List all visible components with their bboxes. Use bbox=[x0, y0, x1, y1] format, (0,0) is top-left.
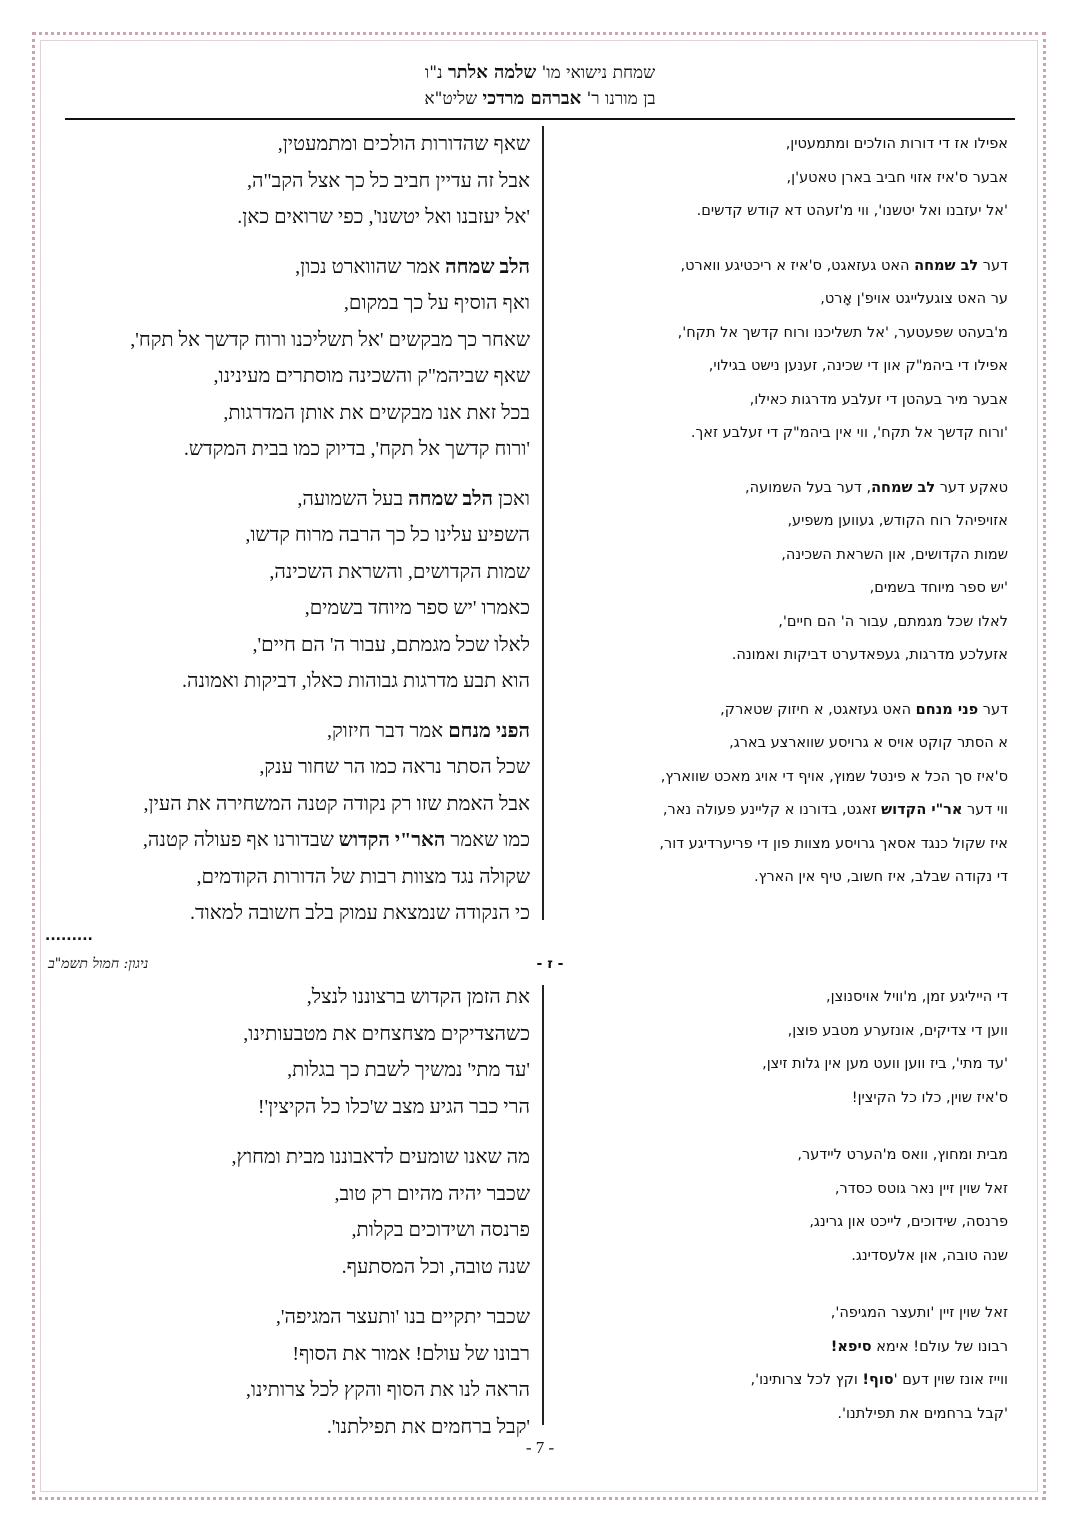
verse-line bbox=[558, 472, 1008, 506]
verse-text: ס'איז סך הכל א פינטל שמוץ, אויף די אויג מאכט שווארץ, bbox=[660, 768, 1008, 785]
stanza bbox=[60, 713, 530, 932]
verse-line bbox=[60, 1212, 530, 1249]
verse-line bbox=[60, 713, 530, 750]
header-line-2 bbox=[0, 88, 1080, 109]
verse-line bbox=[60, 1336, 530, 1373]
verse-text: אבל זה עדיין חביב כל כך אצל הקב"ה, bbox=[246, 169, 530, 192]
verse-text: בעל השמועה, bbox=[297, 487, 409, 510]
stanza bbox=[558, 1297, 1008, 1431]
column-divider-top bbox=[542, 126, 544, 920]
verse-line bbox=[558, 639, 1008, 673]
bold-name: הלב שמחה bbox=[445, 255, 530, 278]
bold-name: לב שמחה bbox=[914, 257, 979, 274]
verse-line bbox=[60, 627, 530, 664]
stanza bbox=[558, 472, 1008, 673]
verse-line bbox=[60, 859, 530, 896]
verse-text: זאגט, בדורנו א קליינע פעולה נאר, bbox=[662, 802, 882, 818]
verse-text: די נקודה שבלב, איז חשוב, טיף אין הארץ. bbox=[754, 869, 1008, 885]
verse-text: כשהצדיקים מצחצחים את מטבעותינו, bbox=[243, 1022, 530, 1045]
verse-line bbox=[558, 761, 1008, 795]
bold-name: האר"י הקדוש bbox=[338, 829, 446, 851]
verse-line bbox=[558, 1173, 1008, 1207]
verse-text: פרנסה, שידוכים, לייכט און גרינג, bbox=[809, 1214, 1008, 1230]
verse-text: לאלו שכל מגמתם, עבור ה' הם חיים', bbox=[252, 633, 530, 656]
stanza bbox=[558, 128, 1008, 229]
verse-line bbox=[558, 572, 1008, 606]
verse-line bbox=[60, 1139, 530, 1176]
divider-dots: ......... bbox=[45, 928, 93, 944]
verse-line bbox=[558, 1331, 1008, 1365]
header-text: נ"ו bbox=[424, 63, 448, 83]
verse-text: לאלו שכל מגמתם, עבור ה' הם חיים', bbox=[778, 613, 1008, 630]
column-divider-bottom bbox=[542, 985, 544, 1425]
verse-line bbox=[60, 126, 530, 163]
verse-text: אמר שהווארט נכון, bbox=[295, 255, 446, 278]
verse-line bbox=[60, 590, 530, 627]
verse-text: את הזמן הקדוש ברצוננו לנצל, bbox=[306, 986, 530, 1008]
verse-text: 'יש ספר מיוחד בשמים, bbox=[869, 580, 1008, 596]
verse-line bbox=[60, 431, 530, 468]
stanza bbox=[60, 249, 530, 468]
hebrew-column-bottom bbox=[60, 979, 530, 1445]
verse-text: שמות הקדושים, און השראת השכינה, bbox=[781, 546, 1008, 563]
verse-text: שנה טובה, און אלעסדינג. bbox=[851, 1247, 1008, 1264]
verse-text: א הסתר קוקט אויס א גרויסע שווארצע בארג, bbox=[729, 735, 1008, 751]
bold-name: סוף! bbox=[862, 1372, 894, 1388]
verse-text: בכל זאת אנו מבקשים את אותן המדרגות, bbox=[223, 401, 530, 424]
verse-line bbox=[558, 828, 1008, 862]
verse-text: שכל הסתר נראה כמו הר שחור ענק, bbox=[259, 756, 530, 778]
verse-line bbox=[60, 322, 530, 359]
verse-text: שאחר כך מבקשים 'אל תשליכנו ורוח קדשך אל תקח', bbox=[130, 328, 530, 351]
header-text: בן מורנו ר' bbox=[581, 89, 656, 109]
verse-text: ס'איז שוין, כלו כל הקיצין! bbox=[851, 1089, 1008, 1106]
hebrew-column-top bbox=[60, 126, 530, 932]
verse-line bbox=[558, 505, 1008, 539]
verse-line bbox=[558, 1297, 1008, 1331]
verse-text: אפילו די ביהמ"ק און די שכינה, זענען נישט בגילוי, bbox=[708, 358, 1008, 374]
verse-text: זאל שוין זיין נאר גוטס כסדר, bbox=[834, 1180, 1008, 1197]
verse-line bbox=[558, 1364, 1008, 1398]
verse-line bbox=[60, 358, 530, 395]
verse-text: האט געזאגט, א חיזוק שטארק, bbox=[720, 701, 916, 718]
verse-text: די הייליגע זמן, מ'וויל אויסנוצן, bbox=[826, 989, 1008, 1005]
tune-label: ניגון: חמול תשמ"ב bbox=[48, 956, 149, 972]
verse-line bbox=[558, 694, 1008, 728]
verse-text: ואף הוסיף על כך במקום, bbox=[343, 292, 530, 314]
verse-line bbox=[60, 395, 530, 432]
verse-text: זאל שוין זיין 'ותעצר המגיפה', bbox=[830, 1305, 1008, 1321]
verse-text: אבער מיר בעהטן די זעלבע מדרגות כאילו, bbox=[749, 391, 1008, 408]
verse-text: דער bbox=[978, 701, 1008, 718]
verse-line bbox=[60, 1089, 530, 1126]
verse-text: ווי דער bbox=[962, 802, 1008, 818]
verse-line bbox=[558, 162, 1008, 196]
verse-text: הראה לנו את הסוף והקץ לכל צרותינו, bbox=[245, 1379, 530, 1401]
verse-text: ואכן bbox=[493, 487, 530, 510]
verse-line bbox=[558, 727, 1008, 761]
verse-line bbox=[60, 1016, 530, 1053]
verse-text: שבדורנו אף פעולה קטנה, bbox=[142, 829, 339, 851]
verse-text: אזויפיהל רוח הקודש, געווען משפיע, bbox=[787, 513, 1008, 529]
verse-line bbox=[60, 517, 530, 554]
verse-text: אזעלכע מדרגות, געפאדערט דביקות ואמונה. bbox=[731, 647, 1008, 663]
verse-text: 'אל יעזבנו ואל יטשנו', ווי מ'זעהט דא קודש קדשים. bbox=[696, 203, 1008, 219]
verse-text: וקץ לכל צרותינו', bbox=[750, 1372, 863, 1388]
verse-line bbox=[60, 1372, 530, 1409]
bold-name: לב שמחה bbox=[871, 479, 936, 496]
stanza bbox=[60, 979, 530, 1125]
bold-name: סיפא! bbox=[830, 1338, 872, 1355]
verse-line bbox=[60, 249, 530, 286]
verse-line bbox=[60, 1299, 530, 1336]
verse-text: האט געזאגט, ס'איז א ריכטיגע ווארט, bbox=[680, 257, 915, 274]
verse-line bbox=[558, 195, 1008, 229]
verse-line bbox=[60, 663, 530, 700]
stanza bbox=[558, 981, 1008, 1115]
verse-line bbox=[558, 981, 1008, 1015]
verse-text: 'קבל ברחמים את תפילתנו'. bbox=[326, 1415, 530, 1438]
yiddish-column-bottom bbox=[558, 981, 1008, 1431]
verse-text: השפיע עלינו כל כך הרבה מרוח קדשו, bbox=[245, 524, 530, 546]
verse-text: 'קבל ברחמים את תפילתנו'. bbox=[837, 1405, 1008, 1422]
verse-text: מ'בעהט שפעטער, 'אל תשליכנו ורוח קדשך אל תקח', bbox=[677, 324, 1008, 341]
header-text: שליט"א bbox=[424, 89, 483, 109]
verse-line bbox=[558, 794, 1008, 828]
verse-line bbox=[558, 317, 1008, 351]
verse-text: שקולה נגד מצוות רבות של הדורות הקודמים, bbox=[196, 865, 530, 888]
verse-line bbox=[60, 1176, 530, 1213]
verse-line bbox=[558, 128, 1008, 162]
page-number: - 7 - bbox=[525, 1438, 555, 1457]
verse-text: הרי כבר הגיע מצב ש'כלו כל הקיצין'! bbox=[257, 1095, 530, 1118]
verse-text: רבונו של עולם! אמור את הסוף! bbox=[292, 1342, 530, 1365]
verse-text: אפילו אז די דורות הולכים ומתמעטין, bbox=[785, 136, 1008, 152]
header-text: שמחת נישואי מו' bbox=[536, 63, 656, 83]
verse-text: רבונו של עולם! אימא bbox=[871, 1338, 1008, 1355]
verse-text: טאקע דער bbox=[935, 479, 1008, 496]
bold-name: הלב שמחה bbox=[408, 487, 493, 510]
verse-text: שנה טובה, וכל המסתעף. bbox=[341, 1255, 530, 1278]
verse-text: 'ורוח קדשך אל תקח', ווי אין ביהמ"ק די זעלבע זאך. bbox=[690, 425, 1008, 441]
header-line-1 bbox=[0, 62, 1080, 83]
verse-text: שאף שהדורות הולכים ומתמעטין, bbox=[277, 133, 530, 155]
yiddish-column-top bbox=[558, 128, 1008, 895]
stanza bbox=[60, 1299, 530, 1445]
verse-text: פרנסה ושידוכים בקלות, bbox=[351, 1219, 530, 1241]
verse-line bbox=[558, 1139, 1008, 1173]
stanza bbox=[558, 1139, 1008, 1273]
verse-text: 'אל יעזבנו ואל יטשנו', כפי שרואים כאן. bbox=[237, 206, 530, 228]
verse-line bbox=[558, 1015, 1008, 1049]
verse-line bbox=[558, 384, 1008, 418]
header-rule bbox=[65, 118, 1015, 120]
verse-line bbox=[558, 250, 1008, 284]
verse-text: כי הנקודה שנמצאת עמוק בלב חשובה למאוד. bbox=[190, 902, 530, 924]
section-number: - ז - bbox=[536, 956, 564, 972]
verse-line bbox=[60, 749, 530, 786]
verse-line bbox=[558, 1048, 1008, 1082]
bold-name: אר"י הקדוש bbox=[881, 802, 963, 818]
verse-line bbox=[558, 1082, 1008, 1116]
bold-name: פני מנחם bbox=[915, 701, 979, 718]
verse-text: 'עד מתי', ביז ווען וועט מען אין גלות זיצן, bbox=[762, 1056, 1008, 1072]
verse-line bbox=[558, 539, 1008, 573]
verse-line bbox=[60, 979, 530, 1016]
verse-text: 'עד מתי' נמשיך לשבת כך בגלות, bbox=[287, 1059, 530, 1081]
verse-text: אבער ס'איז אזוי חביב בארן טאטע'ן, bbox=[786, 169, 1008, 186]
verse-line bbox=[558, 1398, 1008, 1432]
verse-text: דער bbox=[978, 257, 1008, 274]
verse-text: הוא תבע מדרגות גבוהות כאלו, דביקות ואמונה. bbox=[181, 670, 530, 692]
verse-text: כאמרו 'יש ספר מיוחד בשמים, bbox=[304, 597, 530, 619]
verse-text: ווייז אונז שוין דעם ' bbox=[893, 1372, 1008, 1388]
stanza bbox=[60, 126, 530, 236]
stanza bbox=[558, 250, 1008, 451]
verse-text: איז שקול כנגד אסאך גרויסע מצוות פון די פריערדיגע דור, bbox=[659, 835, 1008, 852]
verse-line bbox=[60, 163, 530, 200]
verse-line bbox=[60, 895, 530, 932]
verse-line bbox=[558, 861, 1008, 895]
verse-line bbox=[60, 1409, 530, 1446]
verse-text: ווען די צדיקים, אונזערע מטבע פוצן, bbox=[787, 1022, 1008, 1039]
verse-line bbox=[60, 786, 530, 823]
verse-line bbox=[558, 606, 1008, 640]
verse-text: מבית ומחוץ, וואס מ'הערט ליידער, bbox=[797, 1147, 1008, 1163]
bold-name: הפני מנחם bbox=[448, 719, 530, 742]
verse-text: אבל האמת שזו רק נקודה קטנה המשחירה את העין, bbox=[143, 792, 530, 815]
verse-line bbox=[60, 481, 530, 518]
stanza bbox=[60, 1139, 530, 1285]
verse-text: , דער בעל השמועה, bbox=[745, 479, 872, 496]
verse-text: אמר דבר חיזוק, bbox=[326, 719, 449, 742]
verse-line bbox=[558, 283, 1008, 317]
verse-text: שאף שביהמ"ק והשכינה מוסתרים מעינינו, bbox=[213, 365, 530, 387]
verse-text: מה שאנו שומעים לדאבוננו מבית ומחוץ, bbox=[231, 1146, 530, 1168]
verse-line bbox=[60, 822, 530, 859]
verse-text: ער האט צוגעלייגט אויפ'ן אָרט, bbox=[820, 291, 1008, 307]
verse-line bbox=[558, 1240, 1008, 1274]
verse-text: כמו שאמר bbox=[445, 829, 530, 851]
verse-line bbox=[60, 1249, 530, 1286]
verse-line bbox=[558, 1206, 1008, 1240]
verse-text: שמות הקדושים, והשראת השכינה, bbox=[269, 560, 530, 583]
verse-line bbox=[558, 350, 1008, 384]
verse-text: שכבר יתקיים בנו 'ותעצר המגיפה', bbox=[275, 1306, 530, 1328]
verse-text: שכבר יהיה מהיום רק טוב, bbox=[334, 1182, 530, 1205]
verse-line bbox=[60, 285, 530, 322]
verse-line bbox=[60, 199, 530, 236]
stanza bbox=[558, 694, 1008, 895]
father-name: אברהם מרדכי bbox=[482, 88, 582, 109]
verse-line bbox=[60, 554, 530, 591]
groom-name: שלמה אלתר bbox=[447, 62, 537, 83]
stanza bbox=[60, 481, 530, 700]
verse-line bbox=[60, 1052, 530, 1089]
verse-line bbox=[558, 417, 1008, 451]
verse-text: 'ורוח קדשך אל תקח', בדיוק כמו בבית המקדש. bbox=[183, 438, 530, 460]
